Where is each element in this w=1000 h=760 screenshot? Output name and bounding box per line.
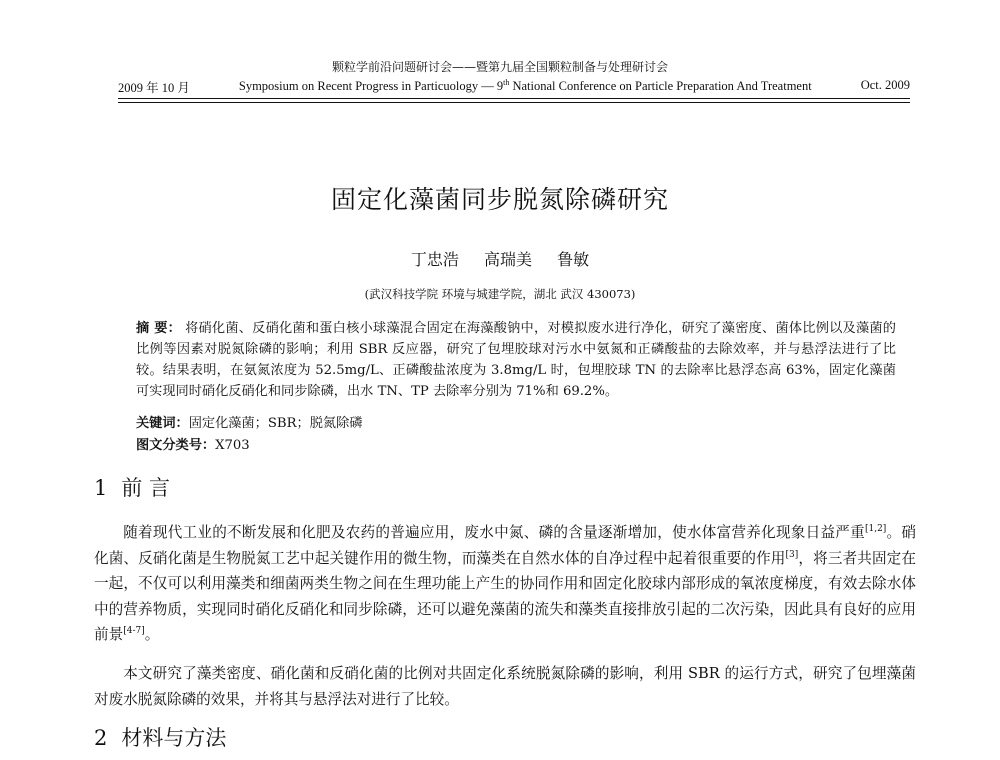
- body-paragraph-1: [94, 520, 916, 648]
- running-head-english: [118, 78, 910, 96]
- running-head-conference: [239, 78, 812, 96]
- conference-ordinal: 9: [496, 79, 504, 94]
- running-head-date-cn: 2009 年 10 月: [118, 81, 190, 95]
- conference-dash: —: [481, 79, 494, 94]
- running-head-date-en: Oct. 2009: [860, 78, 910, 92]
- author-affiliation: (武汉科技学院 环境与城建学院，湖北 武汉 430073): [364, 287, 636, 301]
- citation: [3]: [785, 549, 799, 560]
- keywords-text: 固定化藻菌；SBR；脱氮除磷: [188, 416, 363, 431]
- abstract: [136, 318, 896, 402]
- section-number: 2: [94, 726, 108, 750]
- conference-name-a: Symposium on Recent Progress in Particuology: [238, 79, 479, 94]
- keywords-label: 关键词：: [136, 416, 189, 431]
- abstract-label: 摘 要：: [136, 321, 182, 336]
- running-head-chinese: 颗粒学前沿问题研讨会——暨第九届全国颗粒制备与处理研讨会: [331, 60, 668, 74]
- header-rule-thick: [118, 98, 910, 99]
- section-heading-2: [94, 722, 226, 752]
- author-3: 鲁敏: [557, 250, 590, 269]
- paper-title: 固定化藻菌同步脱氮除磷研究: [330, 185, 669, 214]
- author-2: 高瑞美: [483, 250, 532, 269]
- section-title: 材料与方法: [121, 726, 227, 750]
- paragraph-text: 。: [144, 626, 160, 643]
- section-heading-1: [94, 472, 170, 502]
- keywords: [136, 412, 362, 431]
- paragraph-text: 随着现代工业的不断发展和化肥及农药的普遍应用，废水中氮、磷的含量逐渐增加，使水体富营养化现象日益严重: [123, 524, 865, 541]
- section-number: 1: [94, 476, 108, 500]
- citation: [4-7]: [123, 626, 145, 637]
- classification: [136, 434, 250, 453]
- header-rule-thin: [118, 102, 910, 103]
- conference-ordinal-suffix: th: [503, 78, 510, 87]
- body-paragraph-2: [94, 661, 916, 712]
- classification-label: 图文分类号：: [136, 438, 216, 453]
- section-title: 前 言: [121, 476, 171, 500]
- classification-text: X703: [215, 438, 250, 453]
- author-1: 丁忠浩: [410, 250, 459, 269]
- abstract-text: 将硝化菌、反硝化菌和蛋白核小球藻混合固定在海藻酸钠中，对模拟废水进行净化，研究了藻密度、菌体比例以及藻菌的比例等因素对脱氮除磷的影响；利用 SBR 反应器，研究了包埋胶球对污水中氨氮和正磷酸盐的去除效率，并与悬浮法进行了比较。结果表明，在氨氮浓度为 52.5mg/L、正磷酸盐浓度为 3.8mg/L 时，包埋胶球 TN 的去除率比悬浮态高 63%，固定化藻菌可实现同时硝化反硝化和同步除磷，出水 TN、TP 去除率分别为 71%和 69.2%。: [136, 321, 896, 399]
- citation: [1,2]: [864, 524, 887, 535]
- paragraph-text: ，将三者共固定在一起，不仅可以利用藻类和细菌两类生物之间在生理功能上产生的协同作用和固定化胶球内部形成的氧浓度梯度，有效去除水体中的营养物质，实现同时硝化反硝化和同步除磷，还可以避免藻菌的流失和藻类直接排放引起的二次污染，因此具有良好的应用前景: [94, 549, 916, 643]
- paragraph-text: 。硝化菌、反硝化菌是生物脱氮工艺中起关键作用的微生物，而藻类在自然水体的自净过程中起着很重要的作用: [94, 524, 916, 567]
- author-list: [0, 247, 1000, 270]
- paragraph-text: 本文研究了藻类密度、硝化菌和反硝化菌的比例对共固定化系统脱氮除磷的影响，利用 SBR 的运行方式，研究了包埋藻菌对废水脱氮除磷的效果，并将其与悬浮法对进行了比较。: [94, 665, 916, 708]
- conference-name-b: National Conference on Particle Preparation And Treatment: [512, 79, 812, 94]
